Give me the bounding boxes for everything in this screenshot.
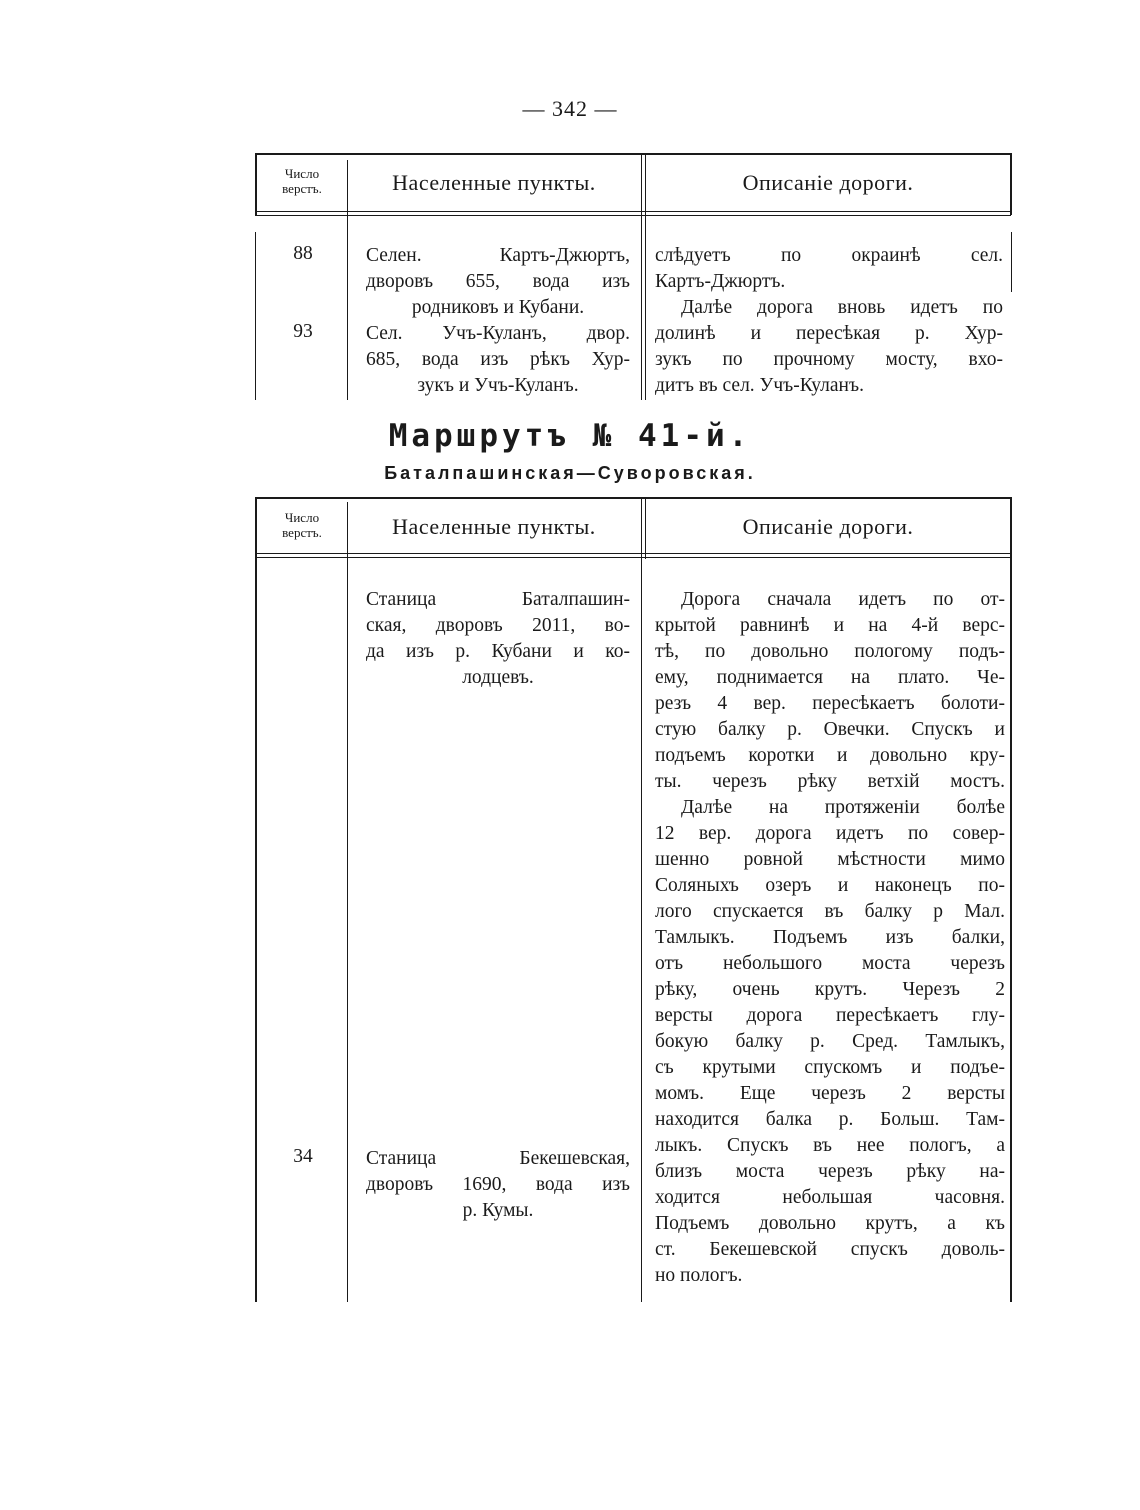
table-2-settlement-2: Станица Бекешевская, дворовъ 1690, вода изъ р. Кумы. [366,1148,630,1221]
table-2-header-rule [255,553,1011,554]
table-1-right-border-lower [1011,232,1012,292]
page-number: — 342 — [522,96,618,121]
table-2-col-divider-1 [347,502,348,1302]
table-1-header-settlements: Населенные пункты. [392,170,596,195]
table-2-header-description: Описаніе дороги. [742,514,914,539]
table-1-top-rule [255,153,1011,155]
table-2-description: Дорога сначала идетъ по от- крытой равнинѣ и на 4-й верс- тѣ, по довольно пологому подъ- ему, поднимается на плато. Че- резъ 4 вер. пересѣкаетъ болоти- стую балку р. Овечки. Спускъ и подъемъ коротки и довольно кру- ты. черезъ рѣку ветхій мостъ. Далѣе на протяженіи болѣе 12 вер. дорога идетъ по совер- шенно ровной мѣстности мимо Соляныхъ озеръ и наконецъ по- лого спускается въ балку р Мал. Тамлыкъ. Подъемъ изъ балки, отъ небольшого моста черезъ рѣку, очень крутъ. Черезъ 2 версты дорога пересѣкаетъ глу- бокую балку р. Сред. Тамлыкъ, съ крутыми спускомъ и подъе- момъ. Еще черезъ 2 версты находится балка р. Больш. Там- лыкъ. Спускъ въ нее пологъ, а близъ моста черезъ рѣку на- ходится небольшая часовня. Подъемъ довольно крутъ, а къ ст. Бекешевской спускъ доволь- но пологъ. [655,589,1005,1286]
table-1-header-versts: Число верстъ. [282,166,322,196]
table-1-header-rule [255,211,1011,212]
table-2-left-border [255,497,257,1302]
table-1-left-border [255,153,257,215]
table-1-settlement-1: Селен. Картъ-Джюртъ, дворовъ 655, вода изъ родниковъ и Кубани. [366,245,630,318]
route-title: Маршрутъ № 41-й. [388,418,752,454]
table-1-header-description: Описаніе дороги. [742,170,914,195]
table-1-left-border-lower [255,232,256,400]
table-1-versts-88: 88 [293,243,313,264]
table-2-header-rule-2 [255,557,1011,558]
route-subtitle: Баталпашинская—Суворовская. [384,463,756,483]
table-2-col-divider-2a [641,499,642,1302]
table-1-col-divider-2a [641,155,642,400]
table-1-versts-93: 93 [293,321,313,342]
table-2-right-border [1010,497,1012,1302]
table-2-settlement-1: Станица Баталпашин- ская, дворовъ 2011, во- да изъ р. Кубани и ко- лодцевъ. [366,589,630,688]
table-1-col-divider-1 [347,160,348,400]
table-1-right-border [1010,153,1012,215]
table-2-top-rule [255,497,1011,499]
table-1-description: слѣдуетъ по окраинѣ сел. Картъ-Джюртъ. Далѣе дорога вновь идетъ по долинѣ и пересѣкая р. Хур- зукъ по прочному мосту, вхо- дитъ въ сел. Учъ-Куланъ. [655,245,1003,396]
table-2-header-versts: Число верстъ. [282,510,322,540]
table-2-header-settlements: Населенные пункты. [392,514,596,539]
table-2-versts-34: 34 [293,1146,313,1167]
table-1-header-rule-2 [255,215,1011,216]
table-1-settlement-2: Сел. Учъ-Куланъ, двор. 685, вода изъ рѣкъ Хур- зукъ и Учъ-Куланъ. [366,323,630,396]
